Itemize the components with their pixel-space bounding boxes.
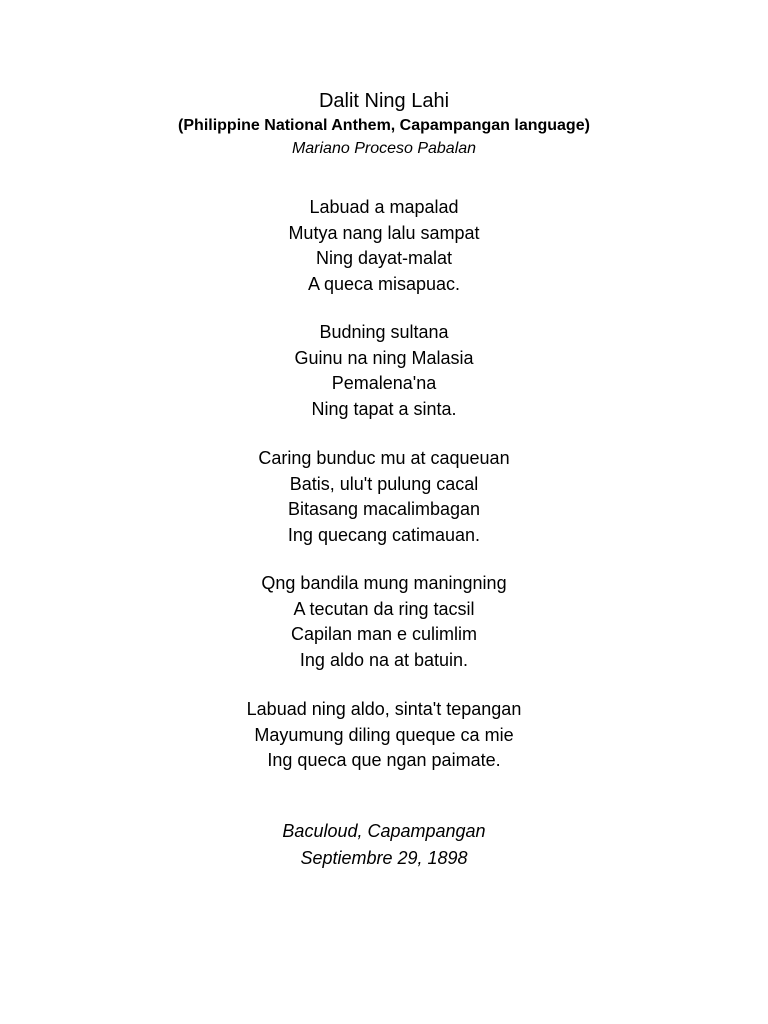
stanza-2 bbox=[0, 320, 768, 422]
stanza-line: Mutya nang lalu sampat bbox=[288, 222, 480, 243]
stanza-4 bbox=[0, 571, 768, 673]
stanza-line: Caring bunduc mu at caqueuan bbox=[258, 448, 510, 468]
stanza-line: Ing queca que ngan paimate. bbox=[267, 750, 501, 770]
stanza-line: Capilan man e culimlim bbox=[290, 624, 478, 644]
stanza-line: Budning sultana bbox=[319, 322, 449, 342]
stanza-line: Ing aldo na at batuin. bbox=[299, 649, 469, 670]
stanza-line: Ning dayat-malat bbox=[315, 248, 453, 268]
stanza-line: A queca misapuac. bbox=[307, 273, 461, 294]
poem-closing bbox=[0, 818, 768, 872]
stanza-line: Batis, ulu't pulung cacal bbox=[289, 473, 479, 494]
stanza-line: A tecutan da ring tacsil bbox=[293, 598, 475, 619]
stanza-3 bbox=[0, 446, 768, 548]
stanza-line: Bitasang macalimbagan bbox=[287, 499, 481, 519]
stanza-line: Ing quecang catimauan. bbox=[287, 524, 481, 545]
stanza-line: Pemalena'na bbox=[331, 373, 437, 393]
stanza-5 bbox=[0, 697, 768, 774]
poem-author: Mariano Proceso Pabalan bbox=[291, 140, 477, 157]
stanza-line: Guinu na ning Malasia bbox=[294, 347, 474, 368]
stanza-line: Labuad a mapalad bbox=[309, 197, 459, 217]
poem-date: Septiembre 29, 1898 bbox=[300, 848, 468, 868]
stanza-1 bbox=[0, 195, 768, 297]
poem-place: Baculoud, Capampangan bbox=[282, 821, 486, 841]
poem-subtitle: (Philippine National Anthem, Capampangan language) bbox=[178, 117, 590, 134]
stanza-line: Qng bandila mung maningning bbox=[261, 573, 507, 593]
stanza-line: Ning tapat a sinta. bbox=[311, 398, 457, 419]
stanza-line: Mayumung diling queque ca mie bbox=[254, 724, 514, 745]
poem-title: Dalit Ning Lahi bbox=[318, 90, 450, 112]
stanza-line: Labuad ning aldo, sinta't tepangan bbox=[246, 699, 522, 719]
